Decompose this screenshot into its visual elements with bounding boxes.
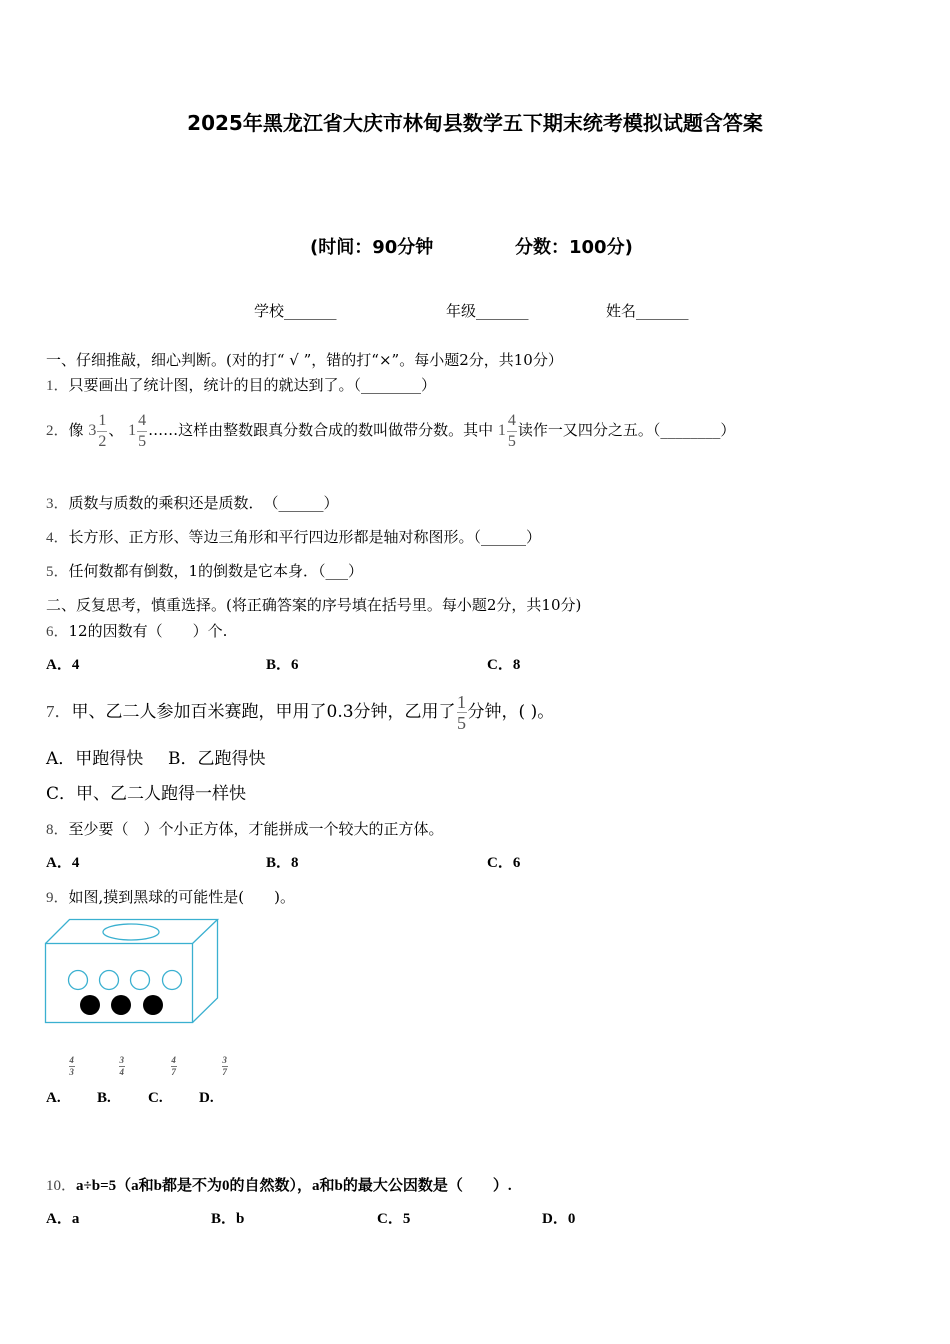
option-c[interactable]: C. $\frac{4}{7}$ [148,1055,176,1106]
q-number: 8． [46,822,69,838]
q-text: 只要画出了统计图，统计的目的就达到了。（________） [68,376,437,394]
option-c[interactable]: C．5 [377,1211,411,1227]
fraction [507,413,517,450]
option-a[interactable]: A. $\frac{4}{3}$ [46,1055,74,1106]
fraction [97,413,107,450]
q-text: 像 [68,421,84,439]
fraction-whole: 1 [497,422,506,439]
option-a[interactable]: A．a [46,1211,80,1227]
question-10 [46,1175,512,1196]
option-c[interactable]: C．6 [487,855,521,871]
q-number: 10． [46,1178,77,1194]
denominator: 2 [98,432,107,450]
question-9 [46,887,295,908]
q-text: 如图,摸到黑球的可能性是( )。 [68,888,295,906]
q-text: 质数与质数的乘积还是质数． （______） [68,494,339,512]
question-4 [46,527,541,548]
question-3 [46,493,339,514]
q-text: 甲、乙二人参加百米赛跑，甲用了0.3分钟，乙用了 [71,702,456,722]
option-c[interactable]: C．8 [487,657,521,673]
numerator: 4 [507,411,516,429]
q-text: 、 [108,421,124,439]
option-b[interactable]: B．8 [266,855,299,871]
question-6 [46,621,227,642]
school-field[interactable]: 学校_______ [254,302,337,320]
option-a[interactable]: A．4 [46,855,80,871]
q-text: 长方形、正方形、等边三角形和平行四边形都是轴对称图形。（______） [68,528,542,546]
section-2-heading: 二、反复思考，慎重选择。(将正确答案的序号填在括号里。每小题2分，共10分) [46,596,582,614]
fraction-whole: 3 [88,422,97,439]
option-a[interactable]: A．甲跑得快 [46,749,144,769]
q-number: 4． [46,530,69,546]
fraction-whole: 1 [128,422,137,439]
question-8 [46,819,444,840]
grade-field[interactable]: 年级_______ [446,302,529,320]
fraction [137,413,147,450]
q-number: 3． [46,496,69,512]
option-b[interactable]: B．b [211,1211,245,1227]
numerator: 4 [138,411,147,429]
exam-title: 2025年黑龙江省大庆市林甸县数学五下期末统考模拟试题含答案 [187,111,763,135]
q-text: 读作一又四分之五。（________） [517,421,736,439]
denominator: 5 [457,713,467,733]
q-number: 9． [46,890,69,906]
q-text: 至少要（ ）个小正方体，才能拼成一个较大的正方体。 [68,820,444,838]
q-text: 任何数都有倒数，1的倒数是它本身．（___） [68,562,364,580]
exam-time: (时间：90分钟 [310,237,434,258]
option-d[interactable]: D. $\frac{3}{7}$ [199,1055,227,1106]
numerator: 1 [457,692,467,712]
q-number: 6． [46,624,69,640]
q-text: 12的因数有（ ）个. [68,622,228,640]
q-text: 分钟，( )。 [467,702,555,722]
ball-box-figure [44,918,220,1026]
question-2 [46,412,735,450]
option-b[interactable]: B．6 [266,657,299,673]
q-number: 7． [46,702,72,721]
numerator: 1 [98,411,107,429]
option-c[interactable]: C．甲、乙二人跑得一样快 [46,784,247,804]
option-b[interactable]: B. $\frac{3}{4}$ [97,1055,125,1106]
option-b[interactable]: B．乙跑得快 [168,749,266,769]
q-text: ……这样由整数跟真分数合成的数叫做带分数。其中 [148,421,494,439]
option-d[interactable]: D．0 [542,1211,576,1227]
question-1 [46,375,436,396]
q-text: a÷b=5（a和b都是不为0的自然数），a和b的最大公因数是（ ）. [76,1178,512,1194]
name-field[interactable]: 姓名_______ [606,302,689,320]
q-number: 5． [46,564,69,580]
question-7 [46,694,554,731]
option-a[interactable]: A．4 [46,657,80,673]
denominator: 5 [507,432,516,450]
section-1-heading: 一、仔细推敲，细心判断。(对的打“ √ ”，错的打“×”。每小题2分，共10分） [46,351,563,369]
fraction [457,694,467,731]
denominator: 5 [138,432,147,450]
q-number: 1． [46,378,69,394]
exam-score: 分数：100分) [515,237,633,258]
question-5 [46,561,363,582]
q-number: 2． [46,423,69,439]
